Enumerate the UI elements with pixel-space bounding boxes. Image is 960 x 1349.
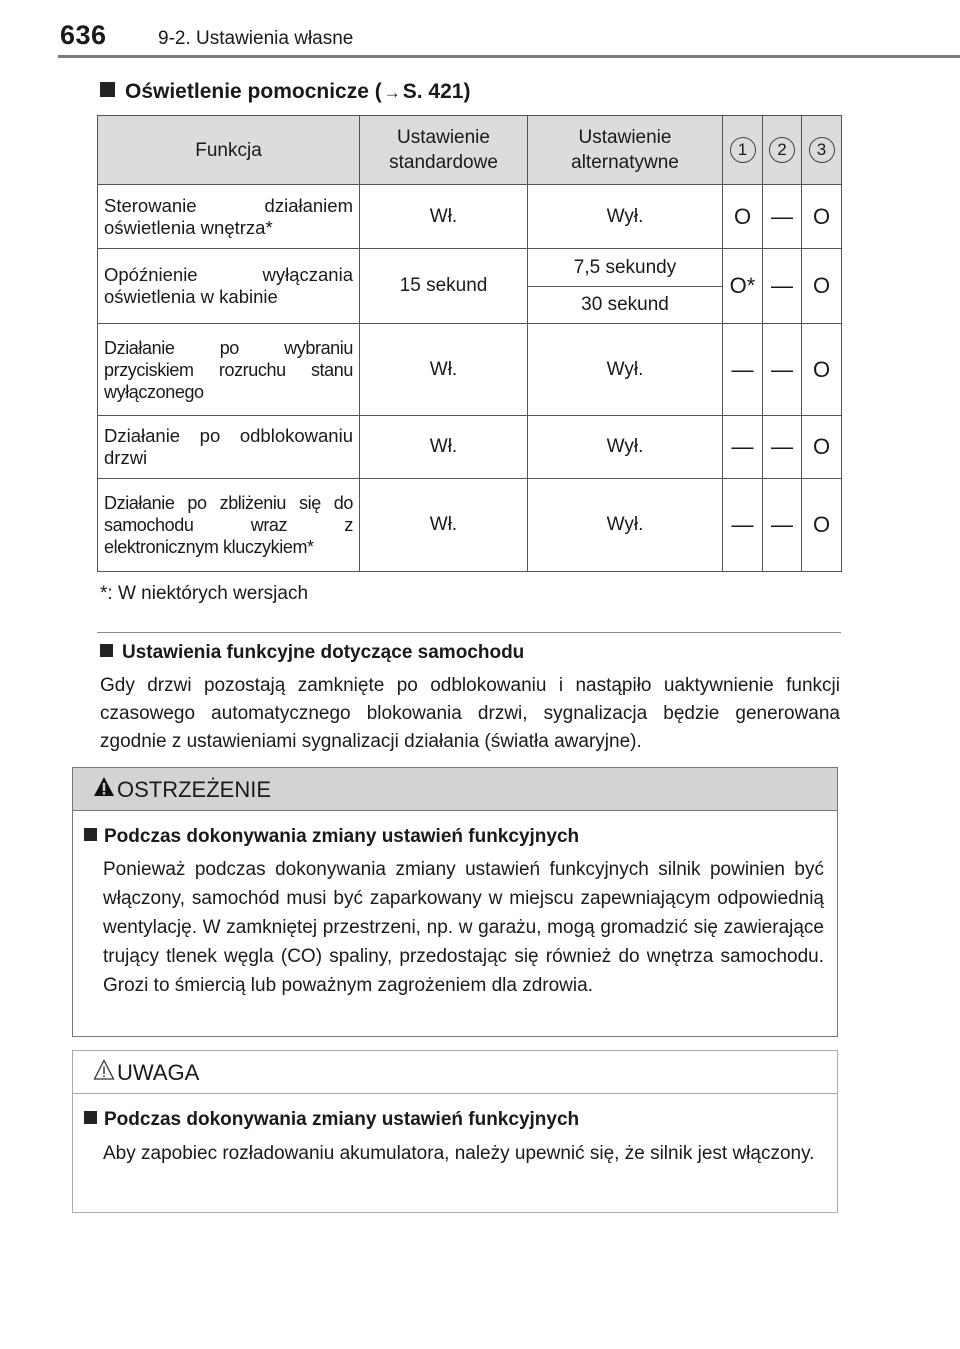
row-function: Działanie po odblokowaniu drzwi (98, 416, 360, 479)
table-header-row (98, 116, 842, 185)
row-col2: — (763, 324, 802, 416)
table-row (98, 185, 842, 249)
header-col3 (802, 116, 842, 185)
warning-item-text: Ponieważ podczas dokonywania zmiany ustawień funkcyjnych silnik powinien być włączony, samochód musi być zaparkowany w miejscu zapewniającym odpowiednią wentylację. W zamkniętej przestrzeni, np. w garażu, mogą gromadzić się zawierające trujący tlenek węgla (CO) spaliny, przedostając się również do wnętrza samochodu. Grozi to śmiercią lub poważnym zagrożeniem dla zdrowia. (103, 859, 824, 996)
row-col1: — (723, 324, 763, 416)
header-col2 (763, 116, 802, 185)
warning-box (72, 767, 838, 1037)
header-divider (58, 55, 960, 58)
caution-box (72, 1050, 838, 1213)
warning-item-title: Podczas dokonywania zmiany ustawień funkcyjnych (104, 826, 580, 847)
footnote: *: W niektórych wersjach (100, 583, 309, 604)
header-alternative: Ustawienie alternatywne (528, 116, 723, 185)
warning-triangle-icon (93, 776, 115, 798)
square-bullet-icon (84, 1111, 97, 1124)
row-function: Opóźnienie wyłączania oświetlenia w kabinie (98, 249, 360, 324)
row-col1: O (723, 185, 763, 249)
row-col1: O* (723, 249, 763, 324)
row-col2: — (763, 479, 802, 572)
page-number: 636 (60, 20, 107, 50)
row-col2: — (763, 185, 802, 249)
page-reference[interactable]: S. 421) (402, 80, 471, 103)
warning-title: OSTRZEŻENIE (117, 777, 272, 802)
row-standard: 15 sekund (360, 249, 528, 324)
header-standard: Ustawienie standardowe (360, 116, 528, 185)
row-col1: — (723, 416, 763, 479)
row-standard: Wł. (360, 479, 528, 572)
square-bullet-icon (100, 82, 115, 97)
circled-number-1: 1 (730, 137, 756, 163)
row-col3: O (802, 324, 842, 416)
row-alternative: Wył. (528, 185, 723, 249)
row-function: Działanie po wybraniu przyciskiem rozruchu stanu wyłączonego (98, 324, 360, 416)
table-row (98, 416, 842, 479)
square-bullet-icon (84, 828, 97, 841)
row-col2: — (763, 416, 802, 479)
row-col3: O (802, 249, 842, 324)
circled-number-2: 2 (769, 137, 795, 163)
section-heading (100, 80, 470, 104)
row-standard: Wł. (360, 416, 528, 479)
warning-header (73, 768, 837, 811)
warning-item-heading (84, 826, 579, 848)
header-col1 (723, 116, 763, 185)
vehicle-section-heading (100, 642, 524, 664)
row-alternative-b: 30 sekund (528, 287, 723, 324)
row-function: Sterowanie działaniem oświetlenia wnętrza* (98, 185, 360, 249)
arrow-right-icon: → (383, 83, 401, 102)
table-row (98, 249, 842, 287)
caution-item-title: Podczas dokonywania zmiany ustawień funkcyjnych (104, 1109, 580, 1130)
caution-title: UWAGA (117, 1060, 200, 1085)
caution-header (73, 1051, 837, 1094)
vehicle-section-body: Gdy drzwi pozostają zamknięte po odblokowaniu i nastąpiło uaktywnienie funkcji czasowego automatycznego blokowania drzwi, sygnalizacja będzie generowana zgodnie z ustawieniami sygnalizacji działania (światła awaryjne). (100, 675, 840, 752)
vehicle-section-title: Ustawienia funkcyjne dotyczące samochodu (122, 642, 525, 663)
row-standard: Wł. (360, 185, 528, 249)
row-standard: Wł. (360, 324, 528, 416)
row-alternative: Wył. (528, 416, 723, 479)
section-breadcrumb: 9-2. Ustawienia własne (158, 28, 354, 49)
row-col3: O (802, 479, 842, 572)
header-function: Funkcja (98, 116, 360, 185)
row-col1: — (723, 479, 763, 572)
row-alternative: Wył. (528, 479, 723, 572)
table-row (98, 324, 842, 416)
section-title: Oświetlenie pomocnicze ( (125, 80, 382, 103)
row-alternative: Wył. (528, 324, 723, 416)
caution-item-text: Aby zapobiec rozładowaniu akumulatora, należy upewnić się, że silnik jest włączony. (103, 1143, 815, 1164)
page-header (60, 14, 960, 60)
caution-item-heading (84, 1109, 579, 1131)
row-function: Działanie po zbliżeniu się do samochodu wraz z elektronicznym kluczykiem* (98, 479, 360, 572)
square-bullet-icon (100, 644, 113, 657)
circled-number-3: 3 (809, 137, 835, 163)
row-col3: O (802, 185, 842, 249)
row-alternative-a: 7,5 sekundy (528, 249, 723, 287)
row-col2: — (763, 249, 802, 324)
row-col3: O (802, 416, 842, 479)
section-divider (97, 632, 841, 633)
caution-triangle-icon (93, 1059, 115, 1081)
table-row (98, 479, 842, 572)
settings-table (97, 115, 842, 572)
